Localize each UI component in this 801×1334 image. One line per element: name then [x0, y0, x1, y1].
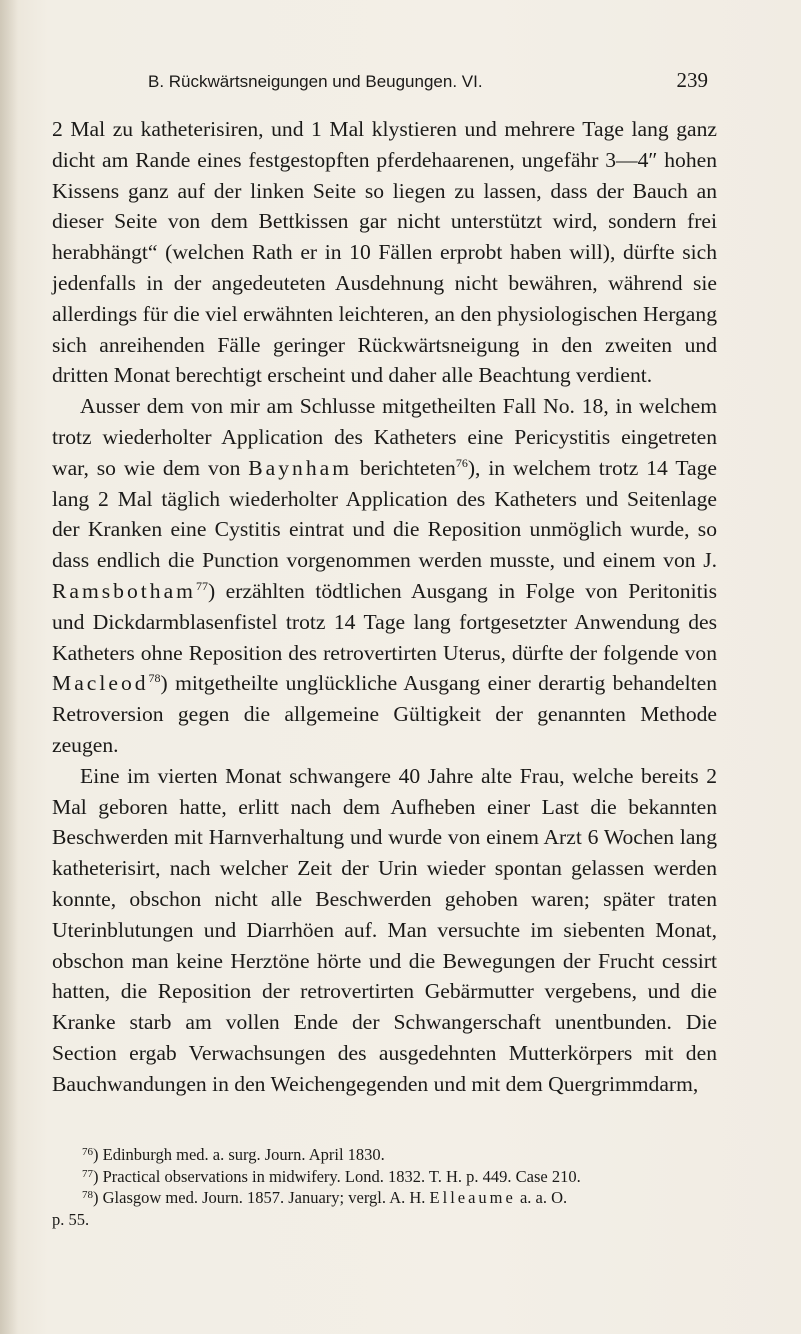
paragraph-2-part-d: ) erzählten tödtlichen Ausgang in Folge von Peritonitis und Dickdarmblasenfistel trotz 14 Tage lang fortgesetzter Anwendung des Katheters ohne Reposition des retrovertirten Uterus, dürfte der folgende von — [52, 578, 717, 665]
page-gutter-shadow — [0, 0, 18, 1334]
running-title: B. Rückwärtsneigungen und Beugungen. VI. — [148, 72, 483, 91]
paragraph-1: 2 Mal zu katheterisiren, und 1 Mal klystieren und mehrere Tage lang ganz dicht am Rande eines festgestopften pferdehaarenen, ungefähr 3—4″ hohen Kissens ganz auf der linken Seite so liegen zu lassen, dass der Bauch an dieser Seite von dem Bettkissen gar nicht unterstützt wird, sondern frei herabhängt“ (welchen Rath er in 10 Fällen erprobt haben will), dürfte sich jedenfalls in der angedeuteten Ausdehnung nicht bewähren, während sie allerdings für die viel erwähnten leichteren, an den physiologischen Hergang sich anreihenden Fälle geringer Rückwärtsneigung in den zweiten und dritten Monat berechtigt erscheint und daher alle Beachtung verdient. — [52, 117, 717, 388]
author-name-baynham: Baynham — [248, 455, 353, 480]
paragraph-2-part-e: ) mitgetheilte unglückliche Ausgang einer derartig behandelten Retroversion gegen die allgemeine Gültigkeit der genannten Methode zeugen. — [52, 671, 717, 757]
footnote-text-end: a. a. O. — [519, 1188, 568, 1207]
footnote-78 — [52, 1187, 717, 1209]
footnote-ref-76: 76 — [455, 455, 468, 470]
author-name-macleod: Macleod — [52, 671, 149, 696]
footnote-ref-77: 77 — [195, 578, 208, 593]
footnote-number: 76 — [82, 1146, 93, 1158]
paragraph-2-part-c: ), in welchem trotz 14 Tage lang 2 Mal täglich wiederholter Application des Katheters und Seitenlage der Kranken eine Cystitis eintrat und die Reposition unmöglich wurde, so dass endlich die Punction vorgenommen werden musste, und einem von J. — [52, 455, 717, 573]
author-name-ramsbotham: Ramsbotham — [52, 578, 196, 603]
footnote-text: ) Edinburgh med. a. surg. Journ. April 1830. — [93, 1145, 385, 1164]
footnote-77 — [52, 1166, 717, 1188]
footnotes — [52, 1144, 717, 1230]
footnote-text: ) Glasgow med. Journ. 1857. January; vergl. A. H. — [93, 1188, 426, 1207]
footnote-number: 78 — [82, 1189, 93, 1201]
footnote-ref-78: 78 — [148, 671, 161, 686]
main-text — [52, 114, 717, 1100]
paragraph-2-part-b: berichteten — [359, 455, 456, 480]
page-header — [148, 68, 708, 96]
footnote-number: 77 — [82, 1167, 93, 1180]
footnote-text: ) Practical observations in midwifery. Lond. 1832. T. H. p. 449. Case 210. — [93, 1166, 581, 1186]
page-number: 239 — [676, 68, 708, 92]
footnote-76 — [52, 1144, 717, 1166]
footnote-78-continuation: p. 55. — [52, 1209, 90, 1229]
paragraph-2-part-a: Ausser dem von mir am Schlusse mitgetheilten Fall No. 18, in welchem trotz wiederholter Application des Katheters eine Pericystitis eingetreten war, so wie dem von — [52, 394, 717, 480]
paragraph-2 — [52, 391, 717, 761]
author-name-elleaume: Elleaume — [429, 1188, 516, 1207]
paragraph-3: Eine im vierten Monat schwangere 40 Jahre alte Frau, welche bereits 2 Mal geboren hatte, erlitt nach dem Aufheben einer Last die bekannten Beschwerden mit Harnverhaltung und wurde von einem Arzt 6 Wochen lang katheterisirt, nach welcher Zeit der Urin wieder spontan gelassen werden konnte, obschon nicht alle Beschwerden gehoben waren; später traten Uterinblutungen und Diarrhöen auf. Man versuchte im siebenten Monat, obschon man keine Herztöne hörte und die Bewegungen der Frucht cessirt hatten, die Reposition der retrovertirten Gebärmutter vergebens, und die Kranke starb am vollen Ende der Schwangerschaft unentbunden. Die Section ergab Verwachsungen des ausgedehnten Mutterkörpers mit den Bauchwandungen in den Weichengegenden und mit dem Quergrimmdarm, — [52, 763, 717, 1096]
